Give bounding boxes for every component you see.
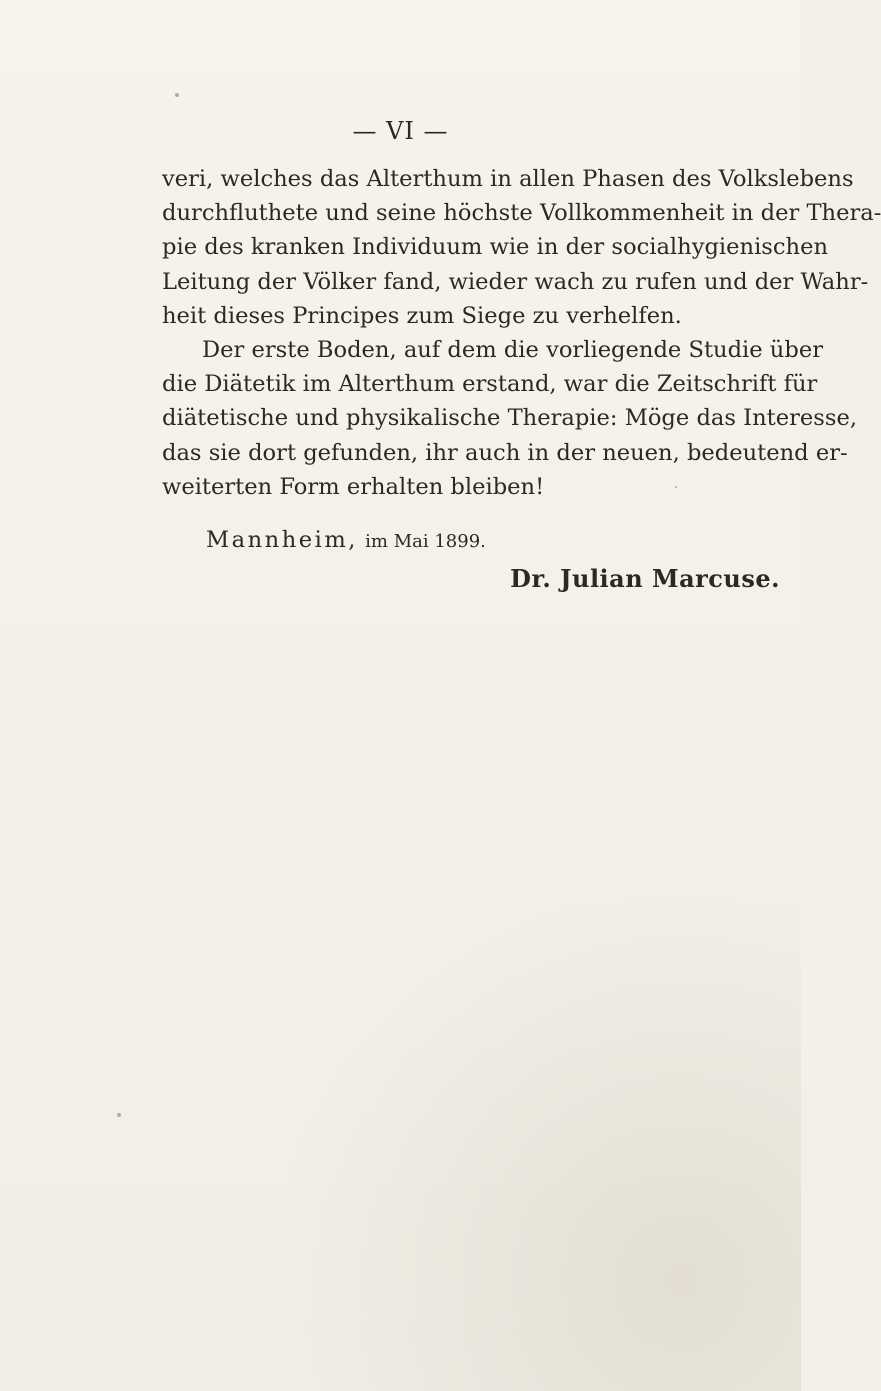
- paragraph-1: [162, 162, 881, 333]
- paragraph-1-line-4: Leitung der Völker fand, wieder wach zu rufen und der Wahr-: [162, 268, 869, 295]
- paragraph-2: [162, 333, 858, 504]
- author-signature: Dr. Julian Marcuse.: [510, 564, 780, 593]
- place-and-date: [206, 525, 486, 557]
- paper-speck: [117, 1113, 121, 1117]
- paragraph-1-line-5: heit dieses Principes zum Siege zu verhelfen.: [162, 302, 682, 329]
- page-number: — VI —: [352, 117, 449, 145]
- paragraph-2-line-1: Der erste Boden, auf dem die vorliegende Studie über: [202, 337, 823, 363]
- paragraph-1-line-2: durchfluthete und seine höchste Vollkommenheit in der Thera-: [162, 200, 881, 227]
- paragraph-2-line-2: die Diätetik im Alterthum erstand, war die Zeitschrift für: [162, 371, 818, 398]
- place-name: Mannheim,: [206, 527, 358, 553]
- paragraph-2-line-5: weiterten Form erhalten bleiben!: [162, 473, 545, 500]
- paragraph-1-line-3: pie des kranken Individuum wie in der socialhygienischen: [162, 234, 829, 261]
- paper-speck: [175, 93, 179, 97]
- paper-speck: [675, 486, 677, 488]
- date-text: im Mai 1899.: [365, 531, 486, 552]
- paragraph-2-line-4: das sie dort gefunden, ihr auch in der neuen, bedeutend er-: [162, 439, 848, 466]
- paragraph-2-line-3: diätetische und physikalische Therapie: Möge das Interesse,: [162, 405, 858, 432]
- paragraph-1-line-1: veri, welches das Alterthum in allen Phasen des Volkslebens: [162, 166, 854, 192]
